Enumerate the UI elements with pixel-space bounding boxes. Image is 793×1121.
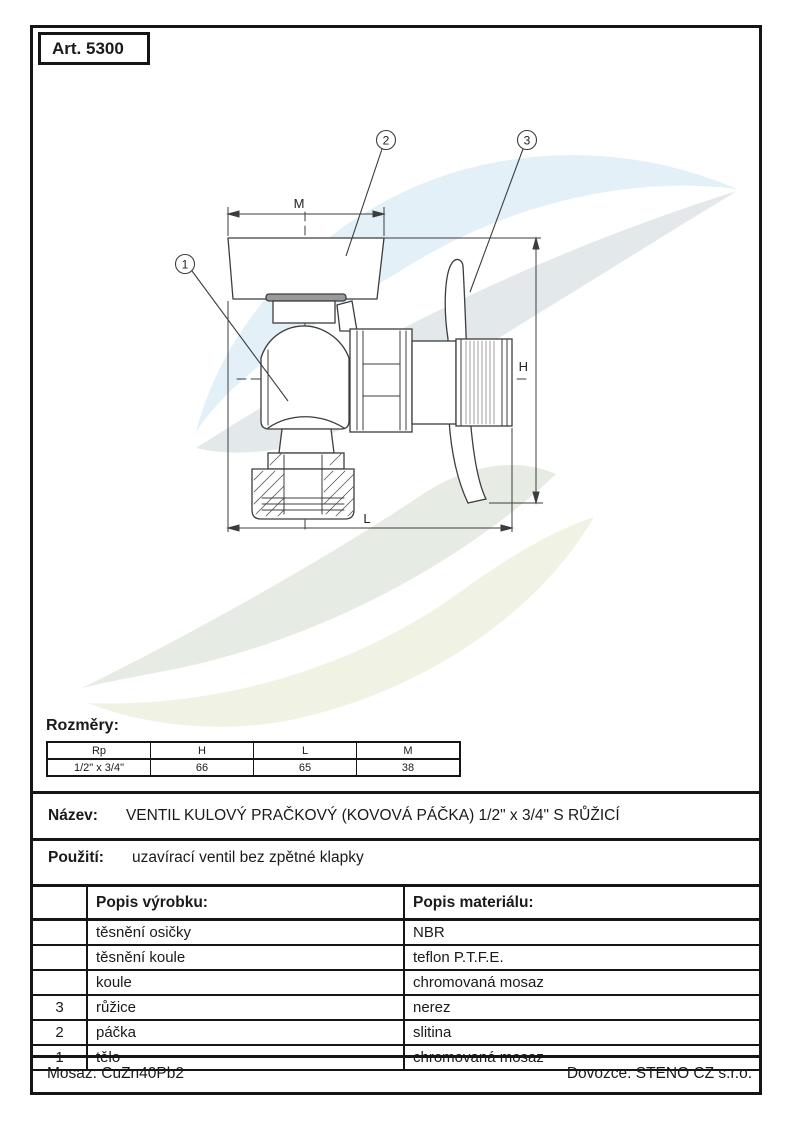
part-material: slitina [404, 1020, 759, 1045]
parts-header-row [33, 886, 759, 920]
part-num: 1 [33, 1045, 87, 1070]
parts-header-product: Popis výrobku: [87, 886, 404, 920]
male-thread-shape [456, 339, 512, 426]
part-product: koule [87, 970, 404, 995]
usage-row [33, 838, 759, 884]
part-product: tělo [87, 1045, 404, 1070]
part-material: NBR [404, 920, 759, 946]
part-material: teflon P.T.F.E. [404, 945, 759, 970]
callout-2: 2 [382, 133, 390, 148]
article-number-box [38, 32, 150, 65]
dim-header-rp: Rp [47, 742, 151, 759]
dim-value-h: 66 [151, 759, 254, 776]
dimension-l-label: L [363, 511, 371, 526]
part-product: páčka [87, 1020, 404, 1045]
parts-row [33, 1020, 759, 1045]
dim-value-rp: 1/2" x 3/4" [47, 759, 151, 776]
watermark-logo [82, 155, 737, 727]
dim-header-h: H [151, 742, 254, 759]
part-material: nerez [404, 995, 759, 1020]
part-product: růžice [87, 995, 404, 1020]
female-nut-shape [252, 469, 354, 519]
callout-1: 1 [181, 257, 189, 272]
dim-value-m: 38 [357, 759, 461, 776]
dimensions-header-row [47, 742, 460, 759]
part-product: těsnění osičky [87, 920, 404, 946]
dimension-m-label: M [293, 196, 305, 211]
valve-technical-drawing [33, 28, 759, 778]
dimensions-table [46, 741, 461, 777]
part-num [33, 945, 87, 970]
footer-row [33, 1055, 759, 1089]
article-number: Art. 5300 [52, 39, 124, 58]
parts-row [33, 995, 759, 1020]
part-product: těsnění koule [87, 945, 404, 970]
dimensions-value-row [47, 759, 460, 776]
name-value: VENTIL KULOVÝ PRAČKOVÝ (KOVOVÁ PÁČKA) 1/2" x 3/4" S RŮŽICÍ [125, 807, 620, 824]
dim-value-l: 65 [254, 759, 357, 776]
parts-row [33, 920, 759, 946]
callout-3: 3 [523, 133, 531, 148]
page-frame [30, 25, 762, 1095]
usage-label: Použití: [48, 849, 104, 866]
part-num: 3 [33, 995, 87, 1020]
dimensions-title: Rozměry: [46, 717, 119, 734]
parts-row [33, 970, 759, 995]
name-label: Název: [48, 807, 98, 824]
part-material: chromovaná mosaz [404, 1045, 759, 1070]
bonnet-shape [273, 301, 335, 323]
name-row [33, 791, 759, 838]
parts-table [33, 884, 759, 1071]
dimension-h-label: H [518, 359, 528, 374]
stem-cap-shape [266, 294, 346, 301]
parts-row [33, 945, 759, 970]
footer-brass-spec: Mosaz: CuZn40Pb2 [47, 1064, 184, 1082]
union-nut-shape [350, 329, 412, 432]
part-num [33, 970, 87, 995]
part-material: chromovaná mosaz [404, 970, 759, 995]
part-num: 2 [33, 1020, 87, 1045]
dim-header-l: L [254, 742, 357, 759]
nut-transition-shape [279, 429, 334, 453]
stem-lug-shape [337, 301, 357, 331]
part-num [33, 920, 87, 946]
parts-header-num [33, 886, 87, 920]
valve-body-shape [261, 326, 349, 429]
parts-header-material: Popis materiálu: [404, 886, 759, 920]
outlet-pipe-shape [412, 341, 456, 424]
dim-header-m: M [357, 742, 461, 759]
footer-importer: Dovozce: STENO CZ s.r.o. [566, 1064, 752, 1082]
lever-handle-shape [228, 238, 384, 299]
usage-value: uzavírací ventil bez zpětné klapky [131, 849, 364, 866]
